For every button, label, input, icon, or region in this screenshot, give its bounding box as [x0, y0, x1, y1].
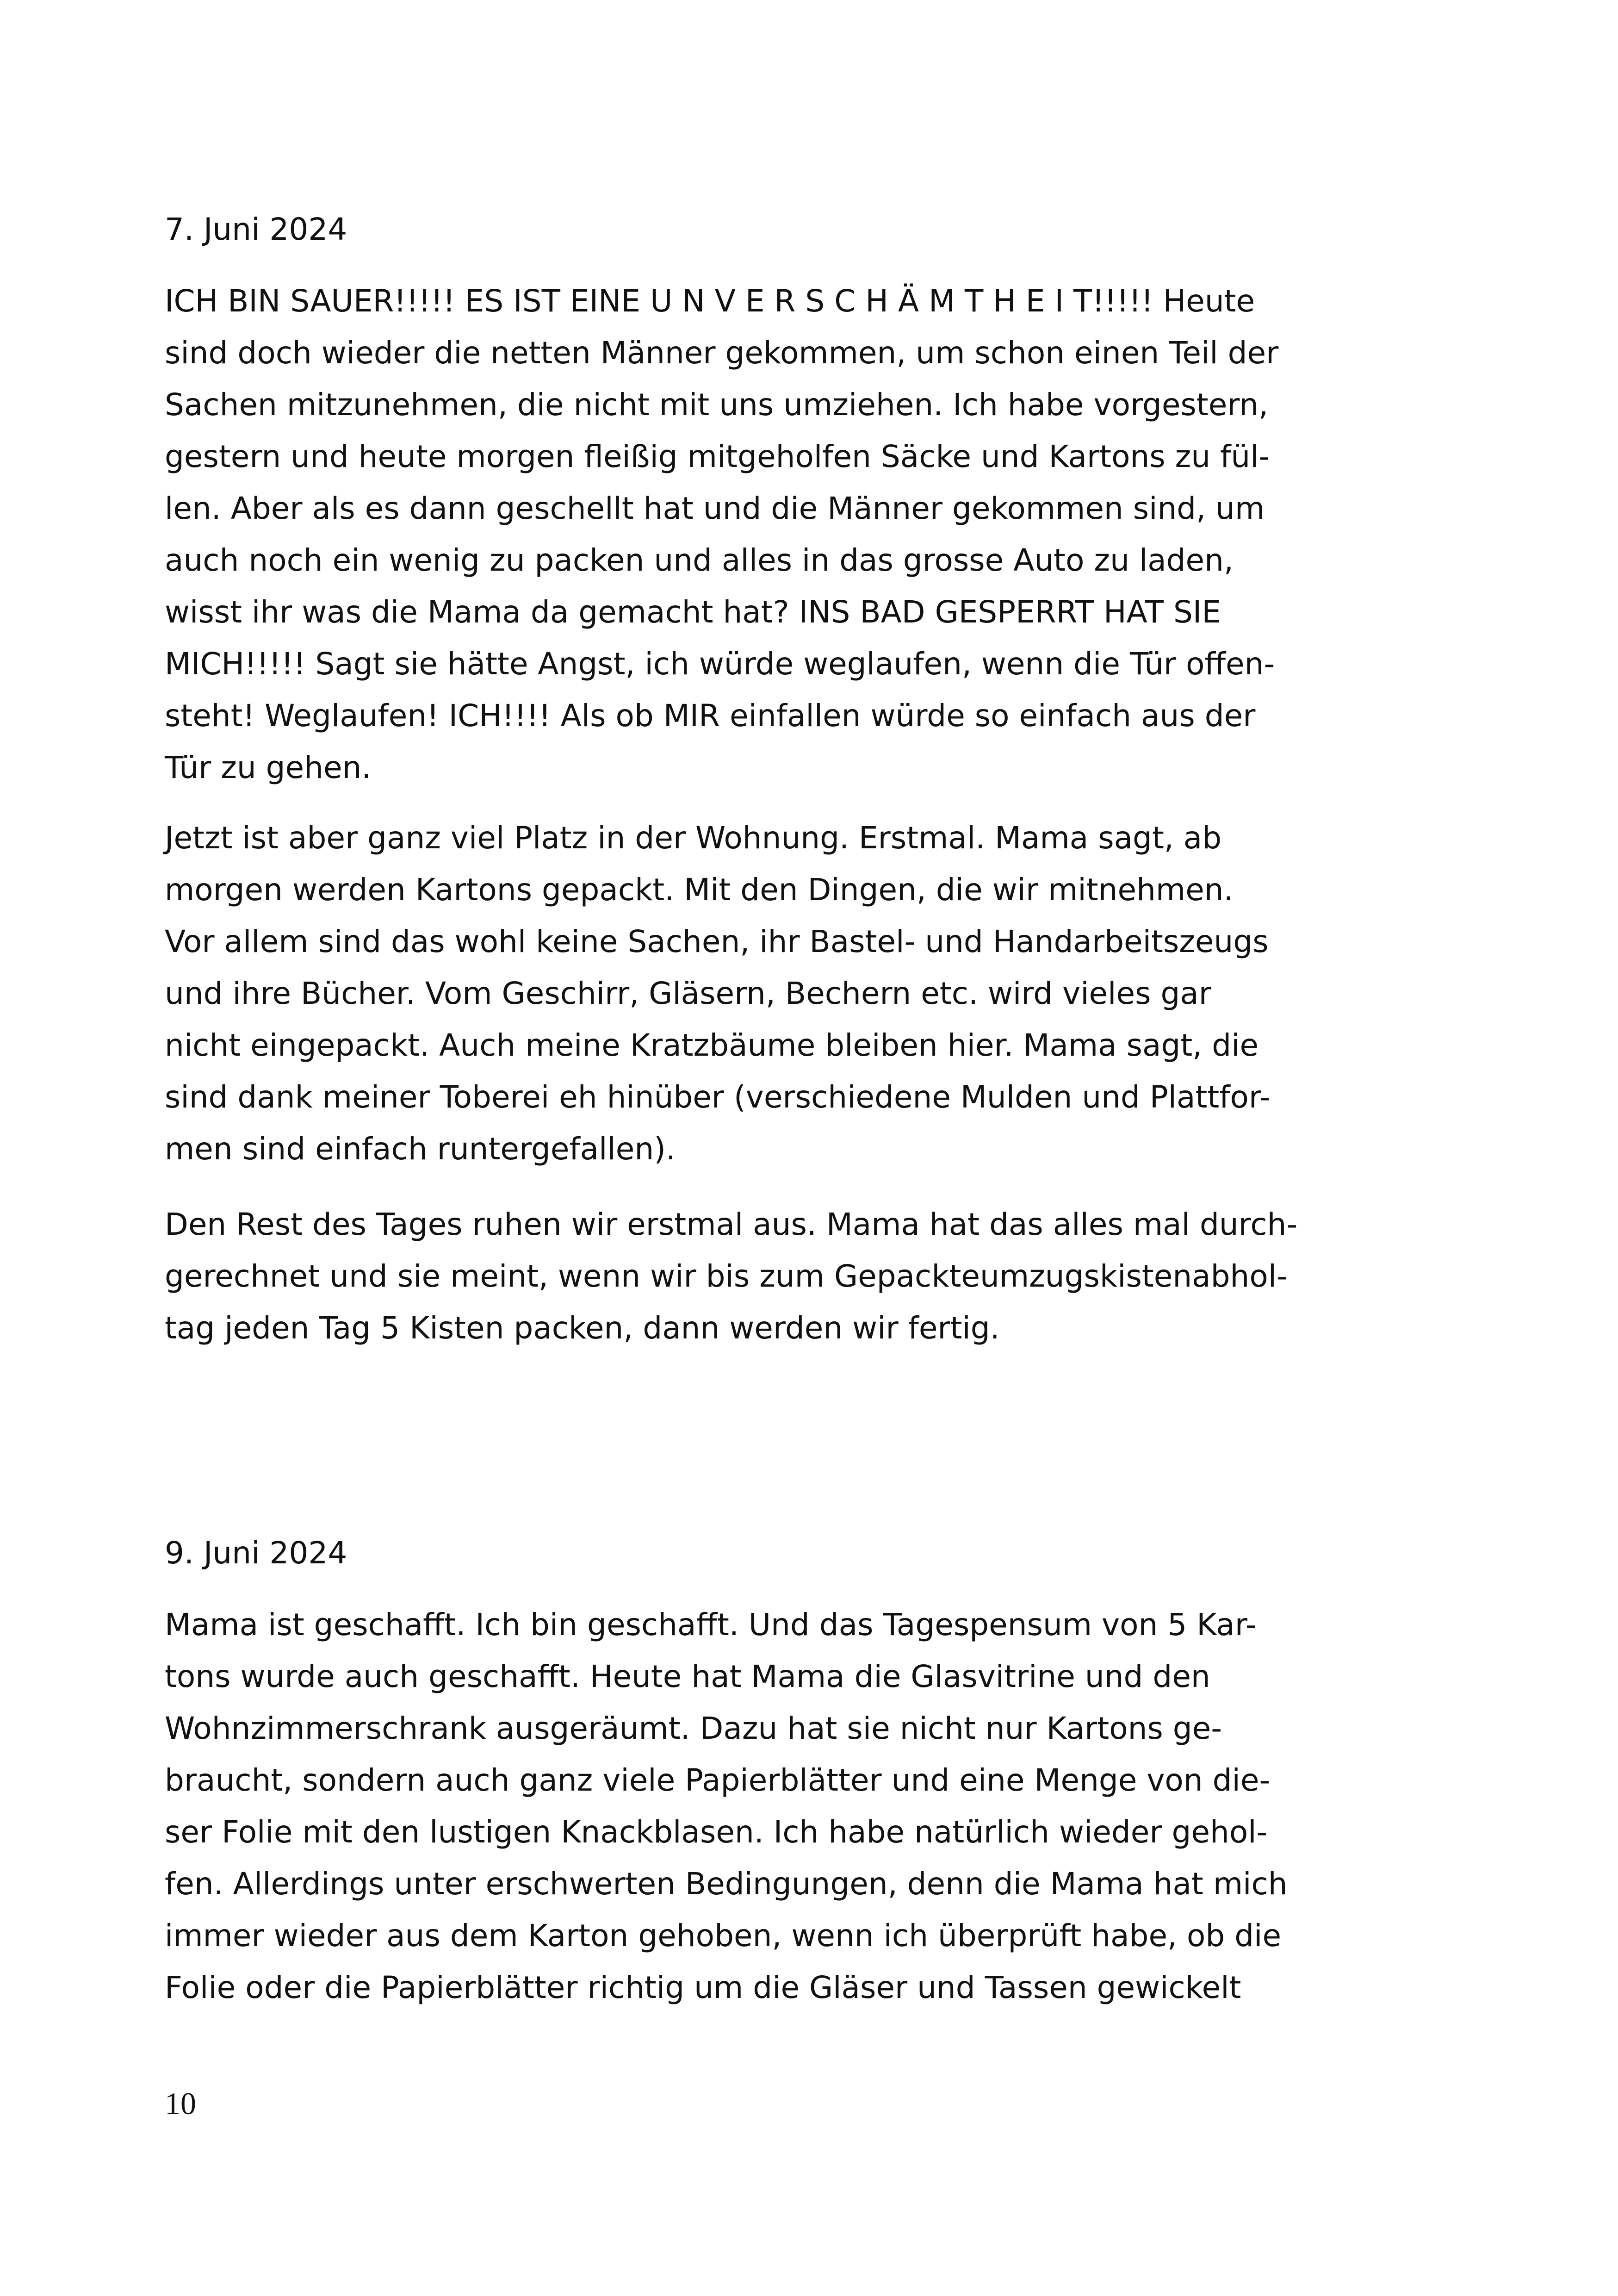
- paragraph-line: wisst ihr was die Mama da gemacht hat? INS BAD GESPERRT HAT SIE: [165, 594, 1221, 630]
- paragraph-line: ser Folie mit den lustigen Knackblasen. Ich habe natürlich wieder gehol-: [165, 1814, 1268, 1850]
- entry-date: [165, 1527, 1451, 1579]
- paragraph-line: Mama ist geschafft. Ich bin geschafft. Und das Tagespensum von 5 Kar-: [165, 1607, 1257, 1643]
- paragraph-line: gestern und heute morgen fleißig mitgeholfen Säcke und Kartons zu fül-: [165, 439, 1270, 474]
- paragraph: [165, 1599, 1451, 2014]
- paragraph-line: und ihre Bücher. Vom Geschirr, Gläsern, Bechern etc. wird vieles gar: [165, 976, 1211, 1011]
- paragraph: [165, 275, 1451, 794]
- paragraph-line: men sind einfach runtergefallen).: [165, 1131, 676, 1167]
- page-number: 10: [165, 2086, 196, 2121]
- paragraph-line: tons wurde auch geschafft. Heute hat Mama die Glasvitrine und den: [165, 1659, 1210, 1694]
- paragraph-line: Folie oder die Papierblätter richtig um die Gläser und Tassen gewickelt: [165, 1970, 1241, 2005]
- paragraph-line: Vor allem sind das wohl keine Sachen, ihr Bastel- und Handarbeitszeugs: [165, 924, 1269, 959]
- paragraph-line: tag jeden Tag 5 Kisten packen, dann werden wir fertig.: [165, 1310, 1000, 1346]
- paragraph-line: auch noch ein wenig zu packen und alles in das grosse Auto zu laden,: [165, 542, 1234, 578]
- date-text: 7. Juni 2024: [165, 212, 347, 247]
- paragraph-line: gerechnet und sie meint, wenn wir bis zum Gepackteumzugskistenabhol-: [165, 1258, 1288, 1294]
- paragraph-line: nicht eingepackt. Auch meine Kratzbäume bleiben hier. Mama sagt, die: [165, 1027, 1259, 1063]
- paragraph-line: sind doch wieder die netten Männer gekommen, um schon einen Teil der: [165, 335, 1279, 371]
- paragraph: [165, 812, 1451, 1175]
- paragraph-line: braucht, sondern auch ganz viele Papierblätter und eine Menge von die-: [165, 1762, 1271, 1798]
- date-text: 9. Juni 2024: [165, 1535, 347, 1571]
- paragraph-line: MICH!!!!! Sagt sie hätte Angst, ich würde weglaufen, wenn die Tür offen-: [165, 646, 1275, 682]
- paragraph: [165, 1199, 1451, 1354]
- paragraph-line: ICH BIN SAUER!!!!! ES IST EINE U N V E R S C H Ä M T H E I T!!!!! Heute: [165, 283, 1255, 319]
- paragraph-line: steht! Weglaufen! ICH!!!! Als ob MIR einfallen würde so einfach aus der: [165, 698, 1256, 734]
- paragraph-line: morgen werden Kartons gepackt. Mit den Dingen, die wir mitnehmen.: [165, 872, 1234, 908]
- entry-date: [165, 204, 1451, 255]
- paragraph-line: Jetzt ist aber ganz viel Platz in der Wohnung. Erstmal. Mama sagt, ab: [165, 820, 1222, 856]
- paragraph-line: sind dank meiner Toberei eh hinüber (verschiedene Mulden und Plattfor-: [165, 1079, 1271, 1115]
- paragraph-line: immer wieder aus dem Karton gehoben, wenn ich überprüft habe, ob die: [165, 1918, 1282, 1954]
- paragraph-line: len. Aber als es dann geschellt hat und die Männer gekommen sind, um: [165, 491, 1265, 526]
- paragraph-line: Den Rest des Tages ruhen wir erstmal aus. Mama hat das alles mal durch-: [165, 1207, 1298, 1242]
- paragraph-line: Wohnzimmerschrank ausgeräumt. Dazu hat sie nicht nur Kartons ge-: [165, 1711, 1222, 1746]
- paragraph-line: fen. Allerdings unter erschwerten Bedingungen, denn die Mama hat mich: [165, 1866, 1288, 1902]
- paragraph-line: Sachen mitzunehmen, die nicht mit uns umziehen. Ich habe vorgestern,: [165, 387, 1269, 423]
- paragraph-line: Tür zu gehen.: [165, 750, 372, 785]
